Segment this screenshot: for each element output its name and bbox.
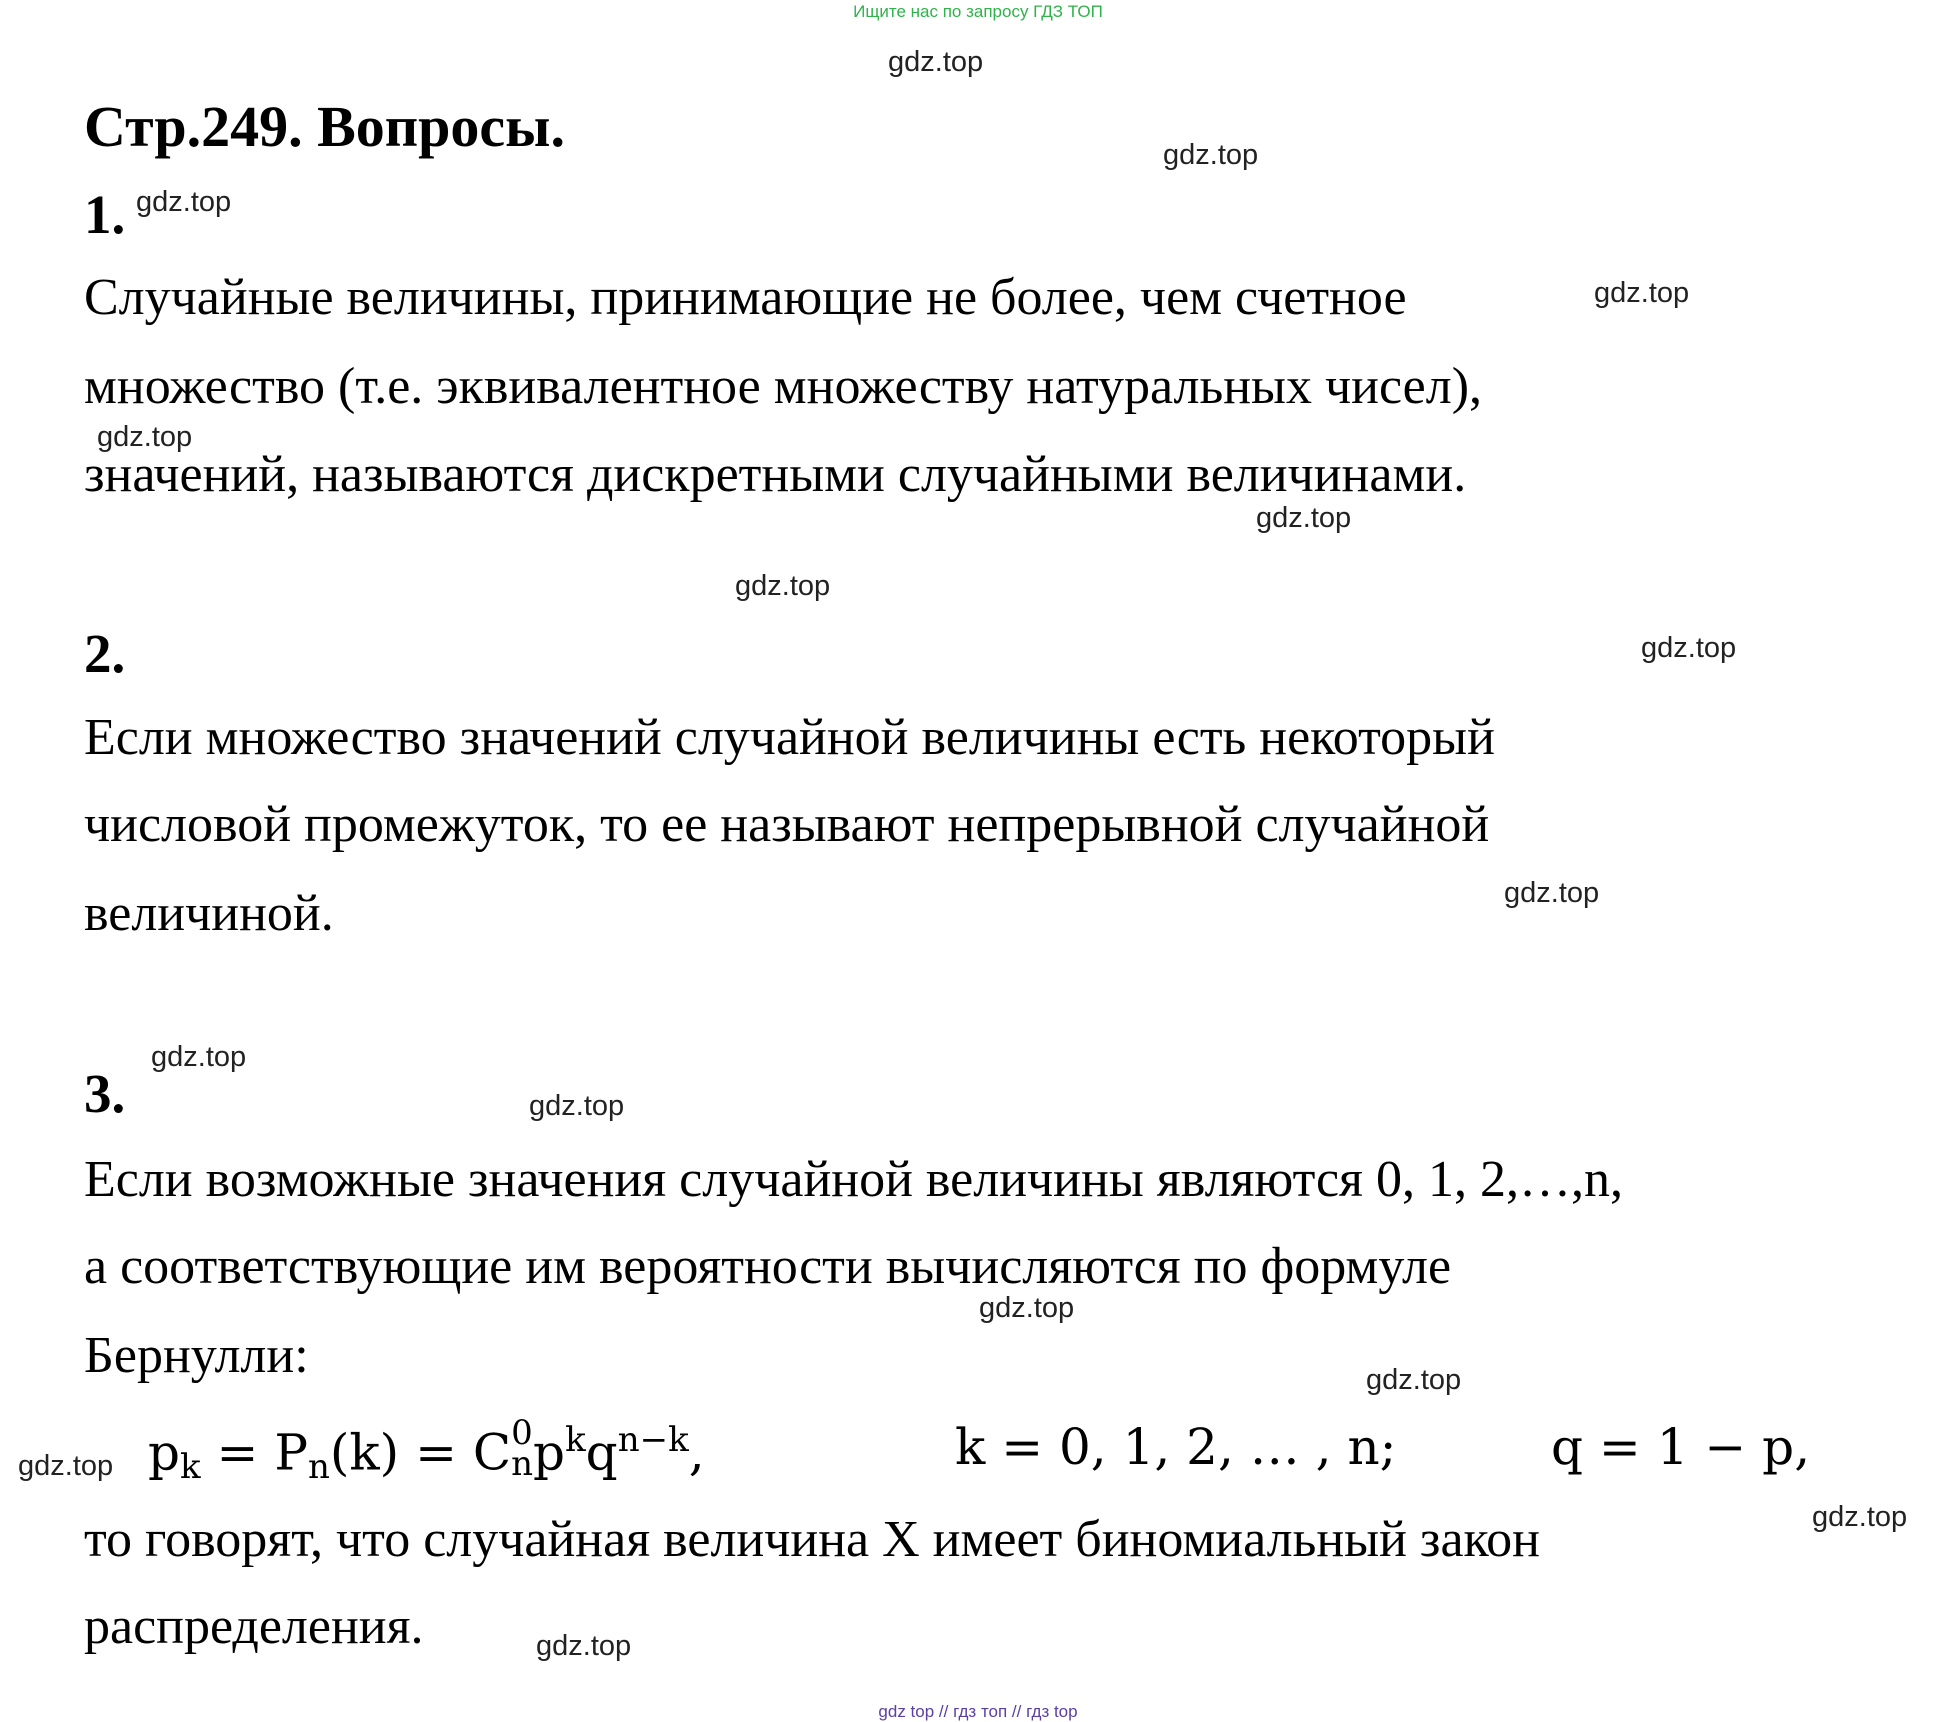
page-title: Стр.249. Вопросы. (84, 94, 565, 159)
formula-c-sub: n (511, 1443, 534, 1484)
watermark: gdz.top (136, 186, 232, 218)
watermark: gdz.top (97, 421, 193, 453)
watermark: gdz.top (536, 1630, 632, 1662)
watermark: gdz.top (1812, 1501, 1908, 1533)
watermark: gdz.top (979, 1292, 1075, 1324)
question-2-line: величиной. (84, 885, 334, 942)
formula-p-sub: n (307, 1447, 330, 1488)
watermark: gdz.top (735, 570, 831, 602)
watermark: gdz.top (1366, 1364, 1462, 1396)
formula-q-def: q = 1 − p, (1551, 1418, 1811, 1476)
watermark: gdz.top (1163, 139, 1259, 171)
formula-k-range: k = 0, 1, 2, … , n; (955, 1418, 1397, 1476)
question-1-line: Случайные величины, принимающие не более, чем счетное (84, 269, 1407, 326)
formula-lhs-sub: k (180, 1447, 201, 1488)
top-banner[interactable]: Ищите нас по запросу ГДЗ ТОП (853, 2, 1103, 21)
formula-p-arg: (k) (329, 1423, 400, 1482)
question-3-line: Бернулли: (84, 1327, 309, 1384)
question-1-line: значений, называются дискретными случайными величинами. (84, 446, 1467, 503)
formula-eq: = (200, 1423, 275, 1482)
watermark: gdz.top (18, 1450, 114, 1482)
formula-p: P (274, 1423, 308, 1482)
watermark: gdz.top (1504, 877, 1600, 909)
formula-end: , (688, 1423, 705, 1482)
question-3-line: то говорят, что случайная величина X имеет биномиальный закон (84, 1511, 1540, 1568)
watermark: gdz.top (1594, 277, 1690, 309)
formula-q2-sup: n−k (617, 1419, 689, 1460)
watermark: gdz.top (1256, 502, 1352, 534)
formula-lhs: p (148, 1423, 181, 1482)
question-1-line: множество (т.е. эквивалентное множеству натуральных чисел), (84, 358, 1483, 415)
watermark: gdz.top (888, 46, 984, 78)
formula-c-indices (511, 1413, 534, 1484)
question-2-line: числовой промежуток, то ее называют непрерывной случайной (84, 796, 1490, 853)
question-2-line: Если множество значений случайной величины есть некоторый (84, 709, 1495, 766)
watermark: gdz.top (151, 1041, 247, 1073)
watermark: gdz.top (529, 1090, 625, 1122)
formula-c: C (472, 1423, 512, 1482)
question-2-number: 2. (84, 623, 126, 684)
formula-c-sup: 0 (511, 1413, 533, 1453)
question-1-number: 1. (84, 184, 126, 245)
question-3-line: распределения. (84, 1598, 424, 1655)
formula-p2-sup: k (565, 1419, 586, 1460)
formula-p2: p (533, 1423, 566, 1482)
watermark: gdz.top (1641, 632, 1737, 664)
question-3-line: Если возможные значения случайной величины являются 0, 1, 2,…,n, (84, 1151, 1623, 1208)
question-3-line: а соответствующие им вероятности вычисляются по формуле (84, 1238, 1452, 1295)
question-3-number: 3. (84, 1063, 126, 1124)
formula-eq: = (399, 1423, 473, 1482)
footer-links[interactable]: gdz top // гдз топ // гдз top (878, 1702, 1078, 1721)
bernoulli-formula (148, 1413, 705, 1488)
formula-q2: q (585, 1423, 618, 1482)
